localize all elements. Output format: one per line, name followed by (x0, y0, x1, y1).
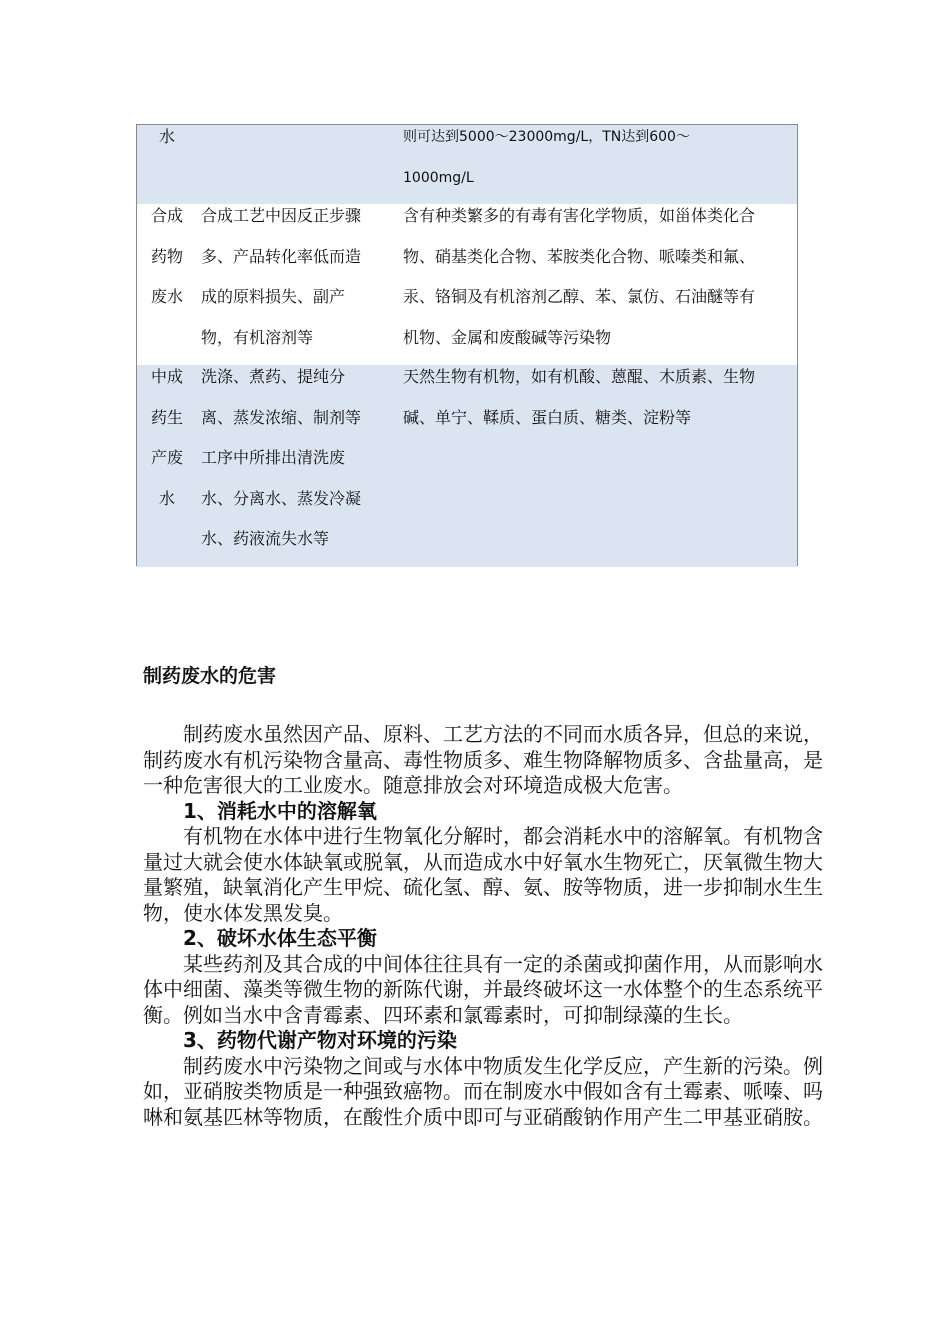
table-row-2-source: 合成工艺中因反正步骤 多、产品转化率低而造 成的原料损失、副产 物，有机溶剂等 (201, 206, 362, 347)
table-row-2-pollutants: 含有种类繁多的有毒有害化学物质，如甾体类化合 物、硝基类化合物、苯胺类化合物、哌嗪类和氟、 汞、铬铜及有机溶剂乙醇、苯、氯仿、石油醚等有 机物、金属和废酸碱等污染物 (403, 206, 756, 347)
paragraph-1: 有机物在水体中进行生物氧化分解时，都会消耗水中的溶解氧。有机物含量过大就会使水体缺氧或脱氧，从而造成水中好氧水生物死亡，厌氧微生物大量繁殖，缺氧消化产生甲烷、硫化氢、醇、氨、胺等物质，进一步抑制水生生物，使水体发黑发臭。 (143, 824, 823, 925)
paragraph-intro: 制药废水虽然因产品、原料、工艺方法的不同而水质各异，但总的来说，制药废水有机污染物含量高、毒性物质多、难生物降解物质多、含盐量高，是一种危害很大的工业废水。随意排放会对环境造成极大危害。 (143, 722, 823, 797)
table-row-3-type: 中成 药生 产废 水 (150, 367, 183, 508)
table-row-1-type: 水 (158, 127, 175, 146)
paragraph-2: 某些药剂及其合成的中间体往往具有一定的杀菌或抑菌作用，从而影响水体中细菌、藻类等微生物的新陈代谢，并最终破坏这一水体整个的生态系统平衡。例如当水中含青霉素、四环素和氯霉素时，可抑制绿藻的生长。 (143, 951, 823, 1027)
section-heading: 制药废水的危害 (143, 665, 277, 687)
subheading-3: 3、药物代谢产物对环境的污染 (183, 1028, 457, 1052)
table-row-3-source: 洗涤、煮药、提纯分 离、蒸发浓缩、制剂等 工序中所排出清洗废 水、分离水、蒸发冷凝 水、药液流失水等 (201, 367, 362, 548)
table-row-1-pollutants: 则可达到5000～23000mg/L，TN达到600～ 1000mg/L (403, 129, 690, 186)
paragraph-3: 制药废水中污染物之间或与水体中物质发生化学反应，产生新的污染。例如，亚硝胺类物质是一种强致癌物。而在制废水中假如含有土霉素、哌嗪、吗啉和氨基匹林等物质，在酸性介质中即可与亚硝酸钠作用产生二甲基亚硝胺。 (143, 1053, 823, 1129)
body-text (143, 722, 823, 1130)
table-row-2-type: 合成 药物 废水 (150, 206, 183, 306)
wastewater-table (136, 124, 798, 566)
subheading-2: 2、破坏水体生态平衡 (183, 926, 377, 950)
table-row-3-pollutants: 天然生物有机物，如有机酸、蒽醌、木质素、生物 碱、单宁、鞣质、蛋白质、糖类、淀粉等 (403, 367, 756, 427)
subheading-1: 1、消耗水中的溶解氧 (183, 798, 377, 823)
